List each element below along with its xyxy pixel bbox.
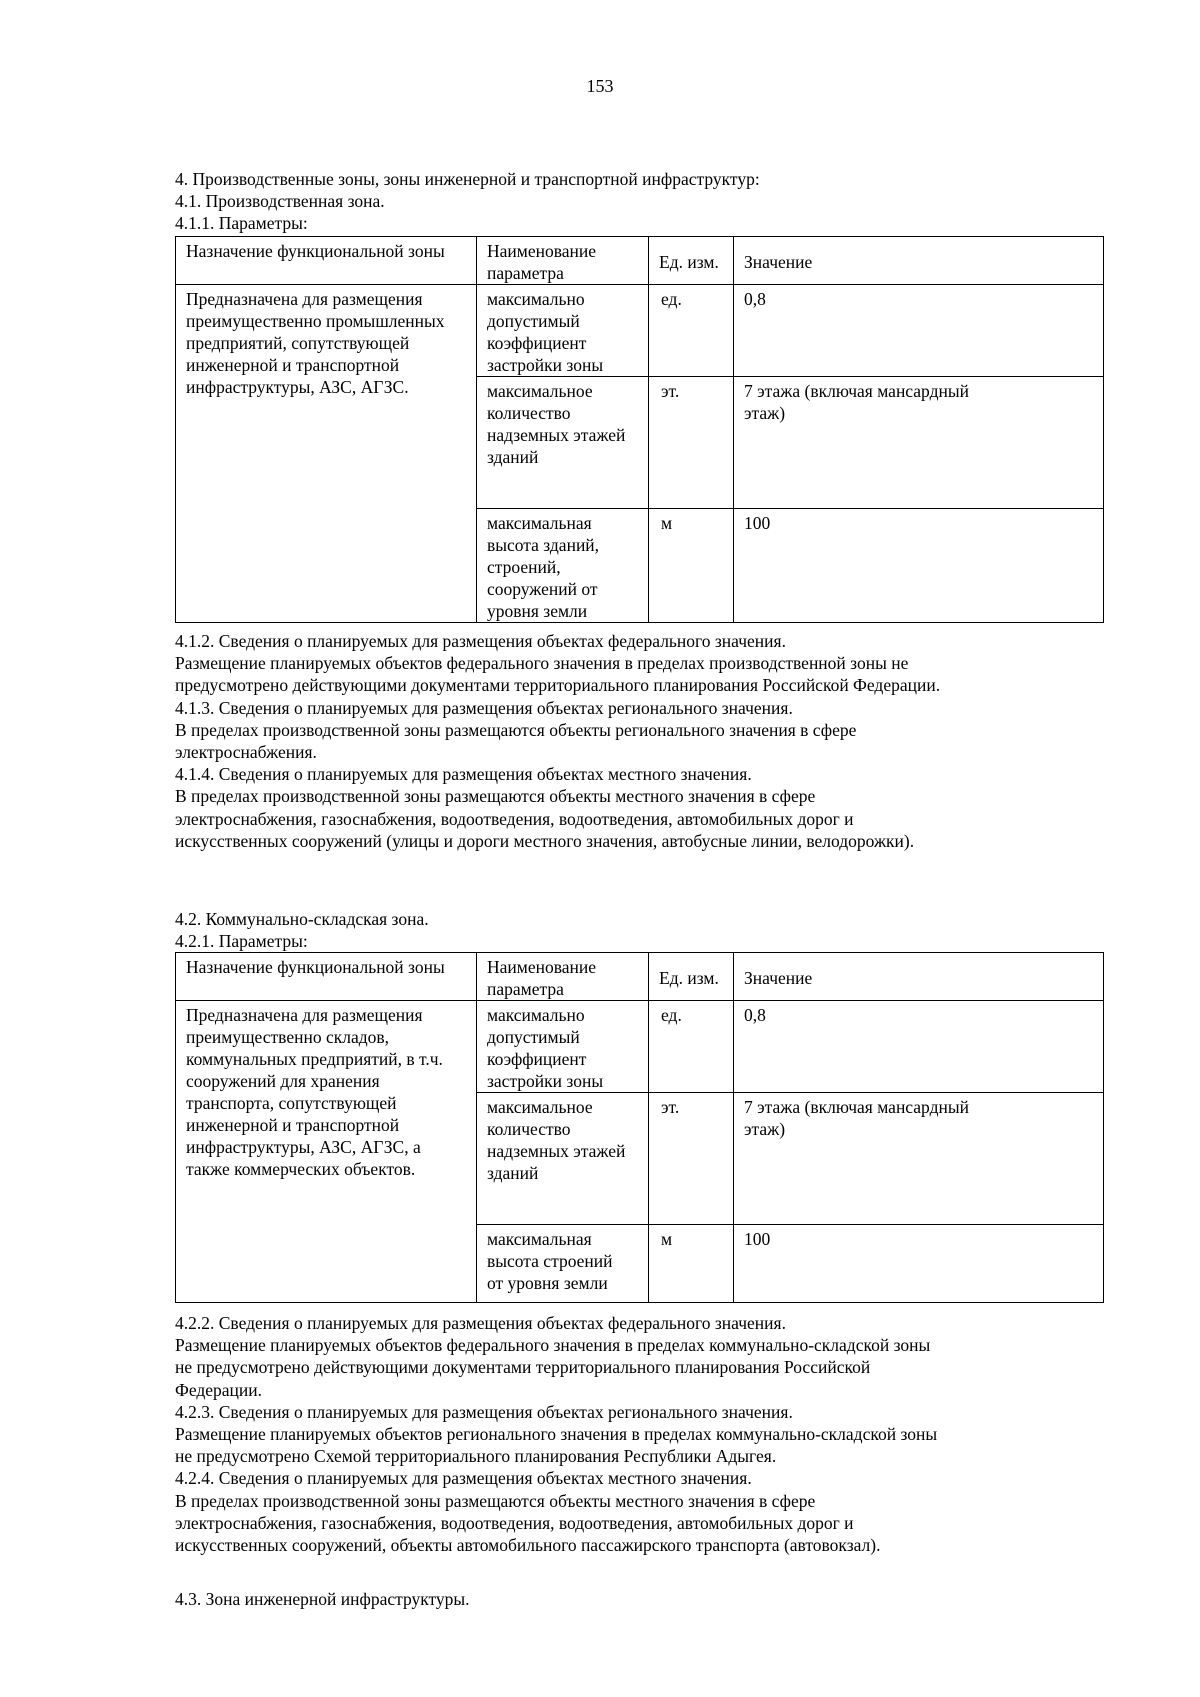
unit-cell: ед. <box>649 1001 734 1093</box>
section-4-1-1-heading: 4.1.1. Параметры: <box>175 213 308 234</box>
section-4-3-heading: 4.3. Зона инженерной инфраструктуры. <box>175 1589 470 1609</box>
unit-cell: ед. <box>649 285 734 377</box>
section-4-1-2-heading: 4.1.2. Сведения о планируемых для размещения объектах федерального значения. <box>175 631 786 651</box>
header-parameter: Наименование параметра <box>477 237 649 285</box>
text-line: В пределах производственной зоны размещаются объекты регионального значения в сфере <box>175 719 857 740</box>
text-line: Размещение планируемых объектов федерального значения в пределах коммунально-складской зоны <box>175 1335 931 1356</box>
table-header-row <box>176 953 1104 1001</box>
value-cell: 0,8 <box>734 1001 1104 1093</box>
section-4-2-4-heading: 4.2.4. Сведения о планируемых для размещения объектах местного значения. <box>175 1468 752 1489</box>
section-4-2-heading: 4.2. Коммунально-складская зона. <box>175 909 429 929</box>
section-4-2-intro <box>175 908 1115 952</box>
page-number: 153 <box>586 76 614 96</box>
table-row <box>176 285 1104 377</box>
unit-cell: эт. <box>649 377 734 509</box>
section-4-2-text <box>175 1312 1115 1556</box>
text-line: В пределах производственной зоны размещаются объекты местного значения в сфере <box>175 1490 816 1511</box>
zone-purpose-cell: Предназначена для размещения преимущественно промышленных предприятий, сопутствующей инженерной и транспортной инфраструктуры, АЗС, АГЗС. <box>176 285 477 623</box>
text-line: Размещение планируемых объектов регионального значения в пределах коммунально-складской зоны <box>175 1424 938 1445</box>
header-value: Значение <box>734 953 1104 1001</box>
text-line: Федерации. <box>175 1379 263 1400</box>
header-value: Значение <box>734 237 1104 285</box>
text-line: искусственных сооружений (улицы и дороги местного значения, автобусные линии, велодорожки). <box>175 830 915 851</box>
parameter-name-cell: максимальное количество надземных этажей зданий <box>477 377 649 509</box>
section-4-1-3-heading: 4.1.3. Сведения о планируемых для размещения объектах регионального значения. <box>175 697 793 718</box>
section-4-intro <box>175 168 1115 235</box>
table-row <box>176 1001 1104 1093</box>
unit-cell: м <box>649 1225 734 1303</box>
text-line: электроснабжения, газоснабжения, водоотведения, водоотведения, автомобильных дорог и <box>175 808 854 829</box>
text-line: не предусмотрено действующими документами территориального планирования Российской <box>175 1357 871 1378</box>
table-header-row <box>176 237 1104 285</box>
zone-purpose-cell: Предназначена для размещения преимущественно складов, коммунальных предприятий, в т.ч. сооружений для хранения транспорта, сопутствующей инженерной и транспортной инфраструктуры, АЗС, АГЗС, а также коммерческих объектов. <box>176 1001 477 1303</box>
header-parameter: Наименование параметра <box>477 953 649 1001</box>
unit-cell: м <box>649 509 734 623</box>
value-cell: 0,8 <box>734 285 1104 377</box>
parameter-name-cell: максимально допустимый коэффициент застройки зоны <box>477 285 649 377</box>
value-cell: 100 <box>734 1225 1104 1303</box>
parameters-table-4-2 <box>175 952 1104 1303</box>
text-line: Размещение планируемых объектов федерального значения в пределах производственной зоны не <box>175 653 909 674</box>
value-cell: 7 этажа (включая мансардный этаж) <box>734 1093 1104 1225</box>
parameters-table-4-1 <box>175 236 1104 623</box>
parameter-name-cell: максимальная высота зданий, строений, сооружений от уровня земли <box>477 509 649 623</box>
header-purpose: Назначение функциональной зоны <box>176 237 477 285</box>
parameter-name-cell: максимальная высота строений от уровня земли <box>477 1225 649 1303</box>
value-cell: 100 <box>734 509 1104 623</box>
section-4-1-text <box>175 630 1115 852</box>
text-line: электроснабжения, газоснабжения, водоотведения, водоотведения, автомобильных дорог и <box>175 1512 854 1533</box>
text-line: не предусмотрено Схемой территориального планирования Республики Адыгея. <box>175 1446 777 1467</box>
value-cell: 7 этажа (включая мансардный этаж) <box>734 377 1104 509</box>
section-4-2-3-heading: 4.2.3. Сведения о планируемых для размещения объектах регионального значения. <box>175 1401 793 1422</box>
text-line: В пределах производственной зоны размещаются объекты местного значения в сфере <box>175 786 816 807</box>
section-4-1-heading: 4.1. Производственная зона. <box>175 191 385 212</box>
section-4-2-2-heading: 4.2.2. Сведения о планируемых для размещения объектах федерального значения. <box>175 1313 786 1333</box>
parameter-name-cell: максимальное количество надземных этажей зданий <box>477 1093 649 1225</box>
header-unit: Ед. изм. <box>649 953 734 1001</box>
header-unit: Ед. изм. <box>649 237 734 285</box>
unit-cell: эт. <box>649 1093 734 1225</box>
header-purpose: Назначение функциональной зоны <box>176 953 477 1001</box>
text-line: электроснабжения. <box>175 742 317 763</box>
parameter-name-cell: максимально допустимый коэффициент застройки зоны <box>477 1001 649 1093</box>
section-4-1-4-heading: 4.1.4. Сведения о планируемых для размещения объектах местного значения. <box>175 764 752 785</box>
section-4-3 <box>175 1588 1115 1610</box>
section-4-2-1-heading: 4.2.1. Параметры: <box>175 931 308 952</box>
text-line: предусмотрено действующими документами территориального планирования Российской Федерации. <box>175 675 941 696</box>
section-4-heading: 4. Производственные зоны, зоны инженерной и транспортной инфраструктур: <box>175 169 760 189</box>
text-line: искусственных сооружений, объекты автомобильного пассажирского транспорта (автовокзал). <box>175 1535 881 1556</box>
